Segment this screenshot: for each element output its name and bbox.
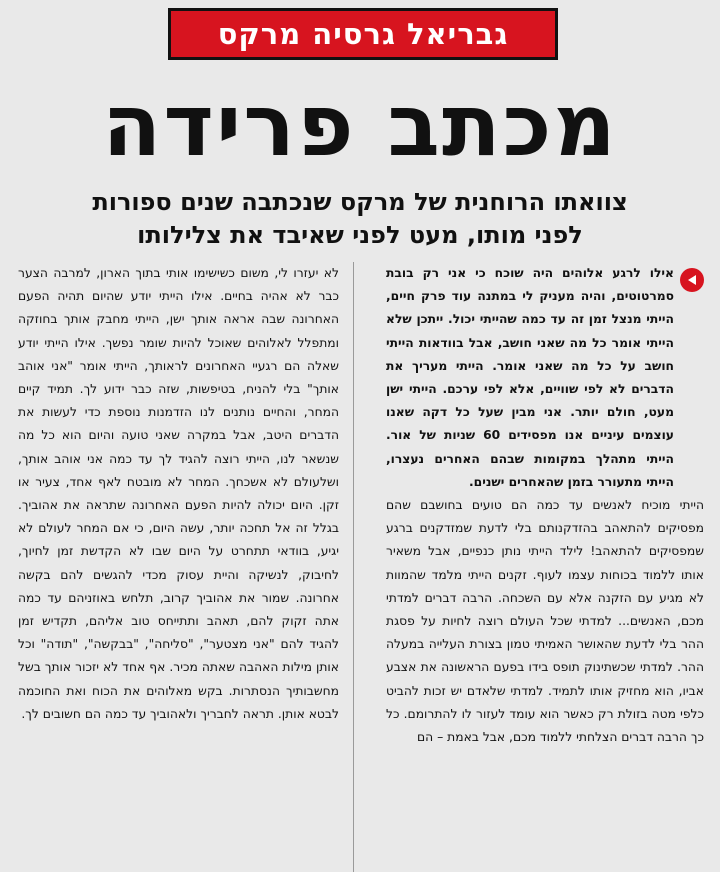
article-paragraph-left: לא יעזרו לי, משום כשישימו אותי בתוך הארון, למרבה הצער כבר לא אהיה בחיים. אילו הייתי יודע שהיום תהיה הפעם האחרונה שבה אראה אותך ישן, הייתי מחבק אותך בחוזקה ומתפלל לאלוהים שאוכל להיות שומר נפשך. אילו הייתי יודע שאלה הם רגעיי האחרונים לראותך, הייתי אומר "אני אוהב אותך" בלי להניח, בטיפשות, שזה כבר ידוע לך. תמיד קיים המחר, והחיים נותנים לנו הזדמנות נוספת כדי לעשות את הדברים היטב, אבל במקרה שאני טועה והיום הוא כל מה שנשאר לנו, הייתי רוצה להגיד לך עד כמה אני אוהב אותך, ושלעולם לא אשכחך. המחר לא מובטח לאף אחד, צעיר או זקן. היום יכולה להיות הפעם האחרונה שתראה את אהוביך. בגלל זה אל תחכה יותר, עשה היום, כי אם המחר לעולם לא יגיע, בוודאי תתחרט על היום שבו לא הקדשת זמן לחיוך, לחיבוק, לנשיקה והיית עסוק מכדי להגשים להם בקשה אחרונה. שמור את אהוביך קרוב, תלחש באוזניהם עד כמה אתה זקוק להם, תאהב ותתייחס טוב אליהם, תקדיש זמן להגיד להם "אני מצטער", "סליחה", "בבקשה", "תודה" וכל אותן מילות האהבה שאתה מכיר. אף אחד לא יזכור אותך בשל מחשבותיך הנסתרות. בקש מאלוהים את הכוח ואת החוכמה לבטא אותן. תראה לחבריך ולאהוביך עד כמה הם חשובים לך. xyxy=(18,266,339,721)
subtitle-line-1: צוואתו הרוחנית של מרקס שנכתבה שנים ספורות xyxy=(92,188,628,216)
article-columns xyxy=(18,262,704,872)
article-intro: אילו לרגע אלוהים היה שוכח כי אני רק בובת סמרטוטים, והיה מעניק לי במתנה עוד פרק חיים, הייתי מנצל זמן זה עד כמה שהייתי יכול. ייתכן שלא הייתי אומר כל מה שאני חושב, אבל בוודאות הייתי חושב על כל מה שאני אומר. הייתי מעריך את הדברים לא לפי שוויים, אלא לפי ערכם. הייתי ישן מעט, חולם יותר. אני מבין שעל כל דקה שאנו עוצמים עיניים אנו מפסידים 60 שניות של אור. הייתי מתהלך במקומות שבהם האחרים נעצרו, הייתי מתעורר בזמן שהאחרים ישנים. xyxy=(386,266,674,489)
author-name: גבריאל גרסיה מרקס xyxy=(217,17,509,51)
author-banner xyxy=(168,8,558,60)
article-column-left xyxy=(18,262,354,872)
subtitle xyxy=(60,186,660,252)
arrow-left-icon xyxy=(680,268,704,292)
article-column-right xyxy=(386,262,704,872)
article-paragraph-right: הייתי מוכיח לאנשים עד כמה הם טועים בחושבם שהם מפסיקים להתאהב בהזדקנותם בלי לדעת שמזדקנים ברגע שמפסיקים להתאהב! לילד הייתי נותן כנפיים, אבל משאיר אותו ללמוד בכוחות עצמו לעוף. זקנים הייתי מלמד שהמוות לא מגיע עם הזקנה אלא עם השכחה. הרבה דברים למדתי מכם, האנשים... למדתי שכל העולם רוצה לחיות על פסגת ההר בלי לדעת שהאושר האמיתי טמון בצורת העלייה במעלה ההר. למדתי שכשתינוק תופס בידו בפעם הראשונה את אצבע אביו, הוא מחזיק אותו לתמיד. למדתי שלאדם יש זכות להביט כלפי מטה בזולת רק כאשר הוא עומד לעזור לו להתרומם. כל כך הרבה דברים הצלחתי ללמוד מכם, אבל באמת – הם xyxy=(386,498,704,745)
headline: מכתב פרידה xyxy=(102,76,618,176)
subtitle-line-2: לפני מותו, מעט לפני שאיבד את צלילותו xyxy=(137,221,583,249)
